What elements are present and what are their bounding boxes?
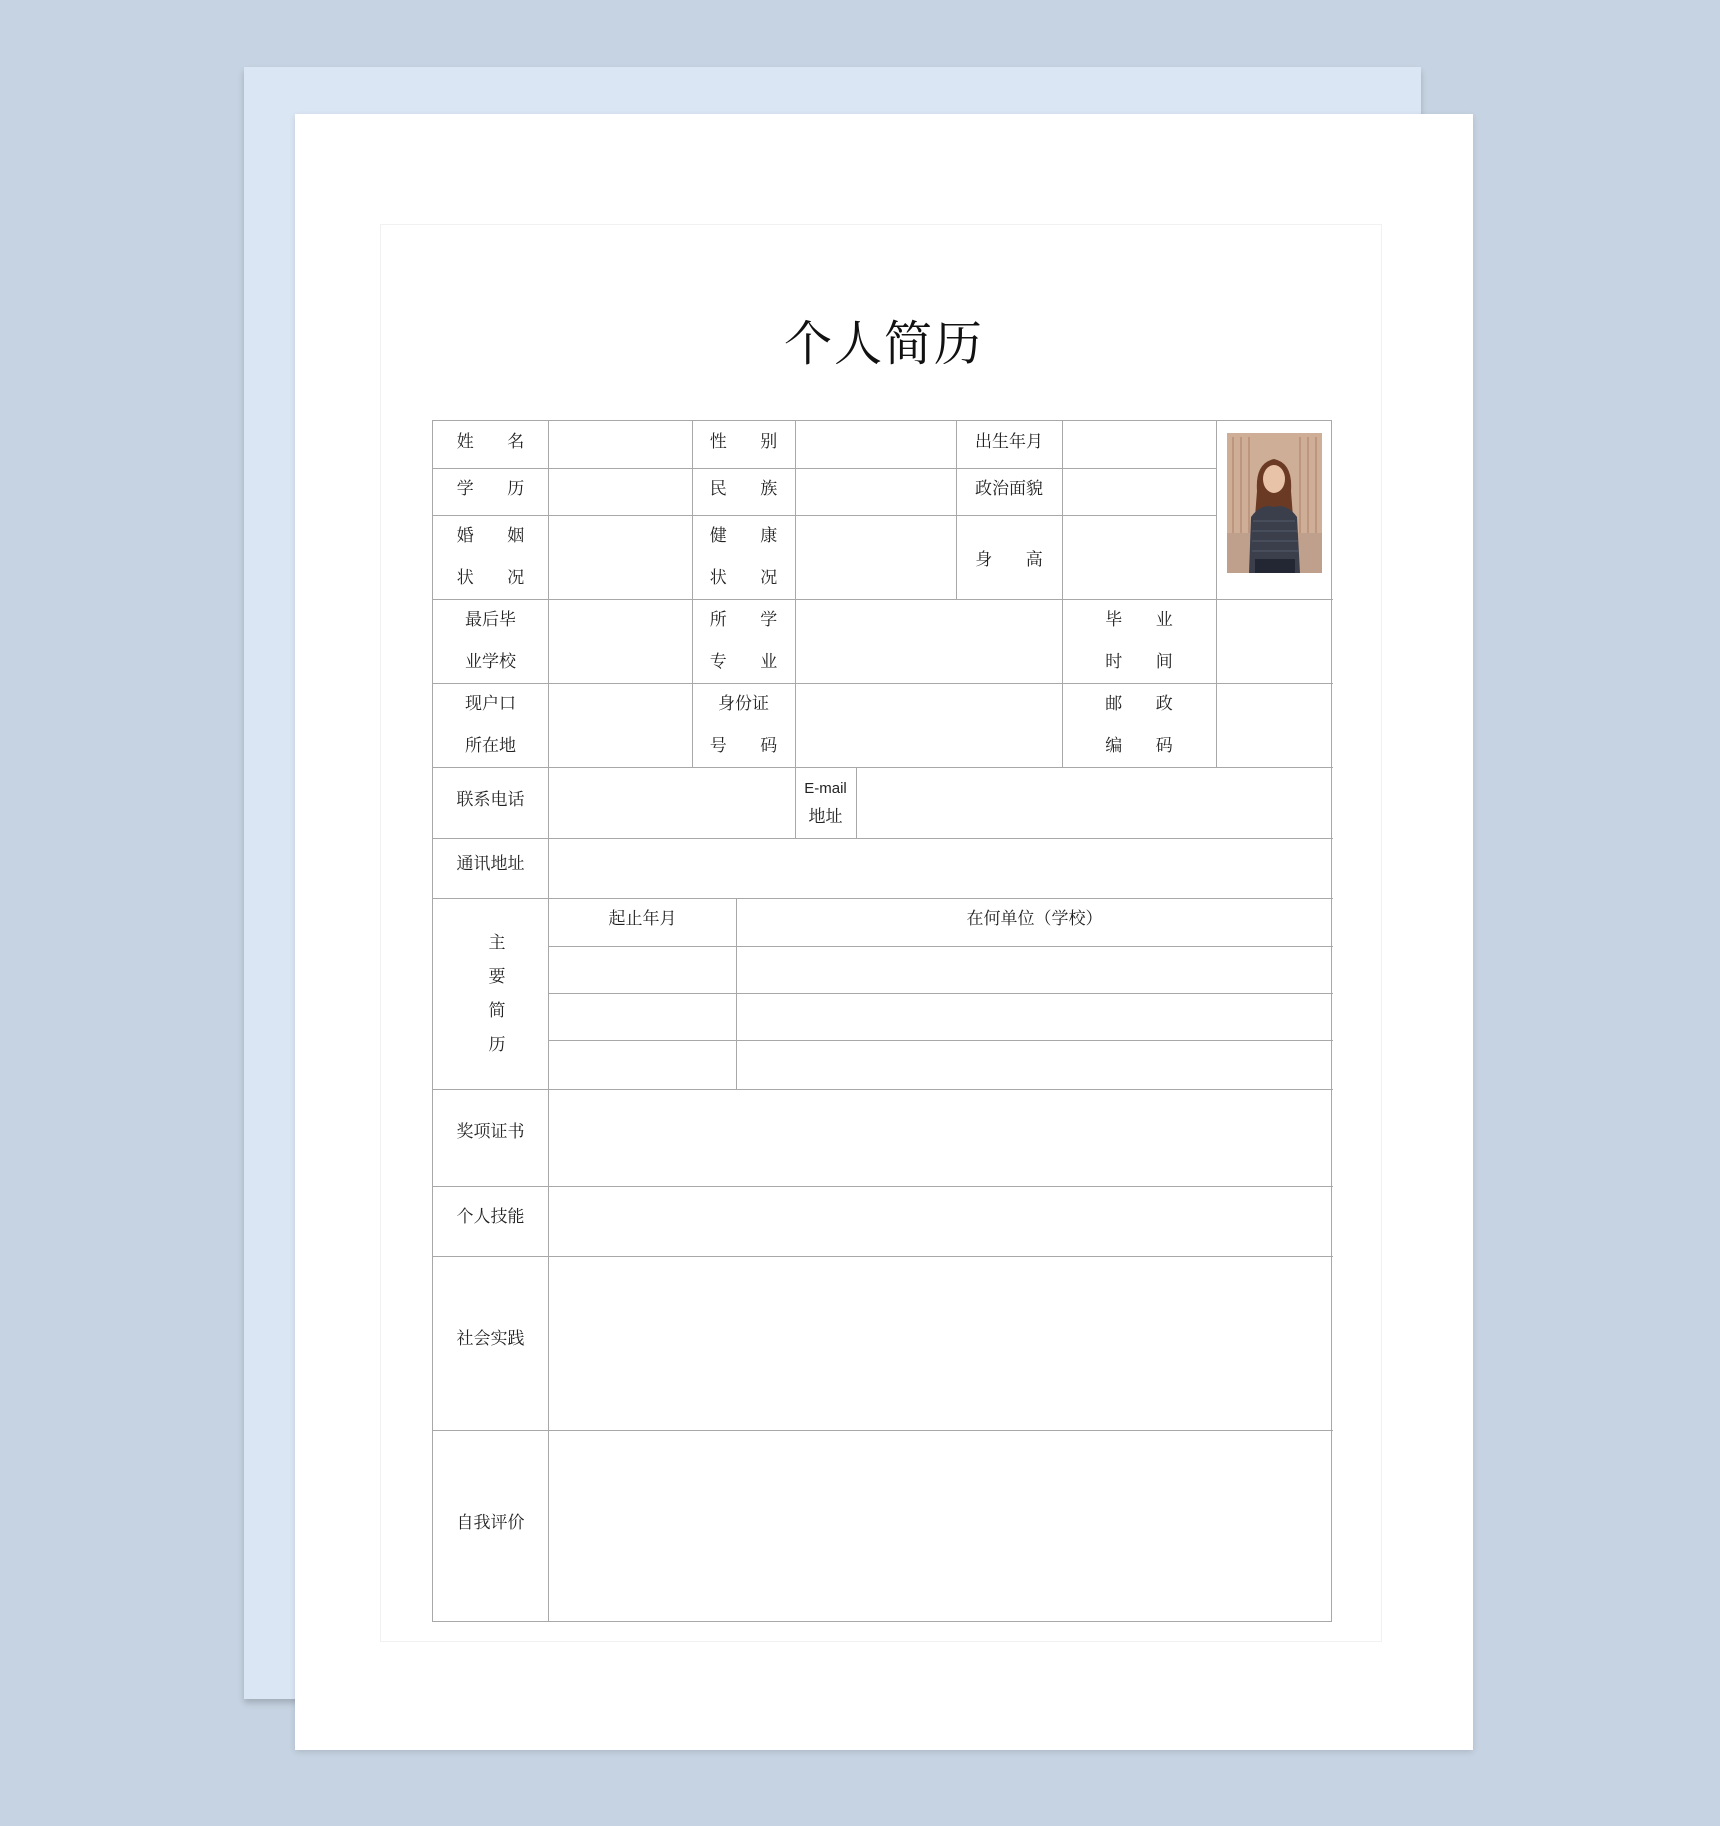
resume-unit-field[interactable] <box>737 994 1332 1040</box>
label-email <box>795 767 856 838</box>
label-height <box>956 515 1062 599</box>
health-field[interactable] <box>796 515 956 599</box>
label-text: 最后毕 <box>465 610 516 630</box>
label-text: 身 高 <box>975 549 1057 570</box>
marital-field[interactable] <box>549 515 692 599</box>
profile-photo <box>1227 433 1322 573</box>
gender-field[interactable] <box>796 421 956 468</box>
label-text: 专 业 <box>709 652 792 672</box>
label-text: 所在地 <box>465 736 516 756</box>
label-text: 号 码 <box>709 736 792 756</box>
name-field[interactable] <box>549 421 692 468</box>
label-text: 民 族 <box>709 478 792 499</box>
birth-field[interactable] <box>1063 421 1216 468</box>
label-text: 学 历 <box>456 478 539 499</box>
resume-period-field[interactable] <box>549 947 736 993</box>
awards-field[interactable] <box>549 1089 1332 1186</box>
label-major <box>692 599 795 683</box>
label-resume <box>433 898 561 1089</box>
address-field[interactable] <box>549 838 1332 898</box>
label-birth: 出生年月 <box>975 431 1043 452</box>
practice-field[interactable] <box>549 1256 1332 1430</box>
label-text: 毕 业 <box>1105 610 1187 630</box>
label-id <box>692 683 795 767</box>
label-address: 通讯地址 <box>456 853 525 874</box>
label-skills: 个人技能 <box>456 1206 525 1227</box>
label-gender <box>692 421 795 457</box>
resume-page <box>295 114 1473 1750</box>
photo-image <box>1227 433 1322 573</box>
label-marital <box>433 515 548 599</box>
label-text: 历 <box>488 1034 506 1055</box>
label-text: 健 康 <box>709 526 792 546</box>
label-text: 要 <box>488 966 506 987</box>
phone-field[interactable] <box>549 767 795 838</box>
label-text: 编 码 <box>1105 736 1187 756</box>
label-postal <box>1062 683 1216 767</box>
id-field[interactable] <box>796 683 1062 767</box>
label-text: 状 况 <box>709 568 792 588</box>
education-field[interactable] <box>549 468 692 515</box>
political-field[interactable] <box>1063 468 1216 515</box>
self-eval-field[interactable] <box>549 1430 1332 1621</box>
ethnicity-field[interactable] <box>796 468 956 515</box>
label-text: 姓 名 <box>456 431 539 452</box>
label-text: 现户口 <box>465 694 516 714</box>
label-text: 婚 姻 <box>456 526 539 546</box>
label-political: 政治面貌 <box>975 478 1043 499</box>
label-ethnicity <box>692 468 795 504</box>
email-field[interactable] <box>857 767 1332 838</box>
hukou-field[interactable] <box>549 683 692 767</box>
label-school <box>433 599 548 683</box>
label-text: 时 间 <box>1105 652 1187 672</box>
label-text: 所 学 <box>709 610 792 630</box>
resume-unit-field[interactable] <box>737 1041 1332 1089</box>
label-health <box>692 515 795 599</box>
grad-time-field[interactable] <box>1217 599 1332 683</box>
resume-unit-field[interactable] <box>737 947 1332 993</box>
major-field[interactable] <box>796 599 1062 683</box>
page-title: 个人简历 <box>783 316 984 372</box>
label-education <box>433 468 548 504</box>
col-header-period: 起止年月 <box>608 908 677 929</box>
label-awards: 奖项证书 <box>456 1121 525 1142</box>
height-field[interactable] <box>1063 515 1216 599</box>
label-grad-time <box>1062 599 1216 683</box>
label-text: 身份证 <box>718 694 769 714</box>
resume-period-field[interactable] <box>549 994 736 1040</box>
label-text: E-mail <box>804 779 847 797</box>
label-text: 邮 政 <box>1105 694 1187 714</box>
postal-field[interactable] <box>1217 683 1332 767</box>
label-text: 状 况 <box>456 568 539 588</box>
label-text: 地址 <box>808 806 843 827</box>
school-field[interactable] <box>549 599 692 683</box>
label-name <box>433 421 548 457</box>
resume-period-field[interactable] <box>549 1041 736 1089</box>
resume-table <box>432 420 1332 1622</box>
label-text: 性 别 <box>709 431 792 452</box>
label-text: 主 <box>488 932 506 953</box>
label-text: 简 <box>488 1000 506 1021</box>
label-practice: 社会实践 <box>456 1328 525 1349</box>
col-header-unit: 在何单位（学校） <box>966 908 1103 929</box>
label-self-eval: 自我评价 <box>456 1512 525 1533</box>
skills-field[interactable] <box>549 1186 1332 1256</box>
label-phone: 联系电话 <box>456 789 525 810</box>
label-hukou <box>433 683 548 767</box>
label-text: 业学校 <box>465 652 516 672</box>
